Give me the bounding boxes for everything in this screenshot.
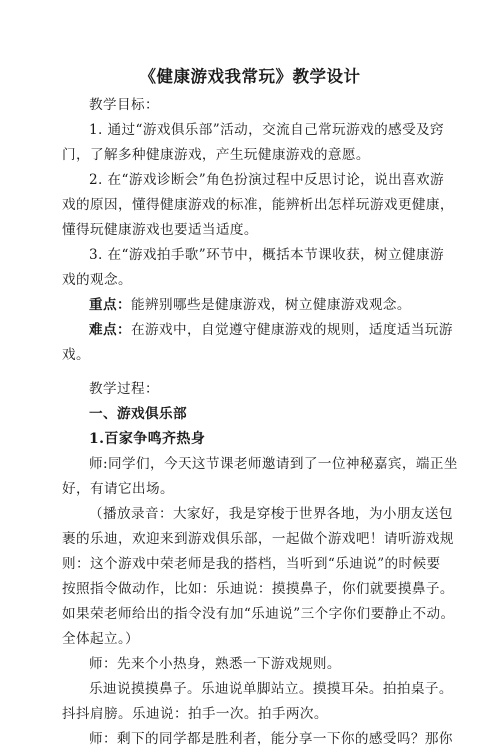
goal-2-line-1: 2. 在“游戏诊断会”角色扮演过程中反思讨论，说出喜欢游 <box>89 172 445 188</box>
goals-heading: 教学目标： <box>89 97 159 113</box>
paragraph-2-line-4: 按照指令做动作，比如：乐迪说：摸摸鼻子，你们就要摸鼻子。 <box>62 581 454 597</box>
paragraph-2-line-2: 裹的乐迪，欢迎来到游戏俱乐部，一起做个游戏吧！请听游戏规 <box>62 531 454 547</box>
document-title: 《健康游戏我常玩》教学设计 <box>139 67 361 86</box>
key-point-label: 重点： <box>89 297 131 313</box>
key-point-text: 能辨别哪些是健康游戏，树立健康游戏观念。 <box>130 297 411 313</box>
goal-1-line-2: 门，了解多种健康游戏，产生玩健康游戏的意愿。 <box>62 147 370 163</box>
subsection-heading: 1.百家争鸣齐热身 <box>89 431 206 447</box>
goal-1-line-1: 1. 通过“游戏俱乐部”活动，交流自己常玩游戏的感受及窍 <box>89 122 445 138</box>
section-heading: 一、游戏俱乐部 <box>89 406 187 422</box>
difficulty-text: 在游戏中，自觉遵守健康游戏的规则，适度适当玩游 <box>130 322 453 338</box>
key-point <box>62 293 447 318</box>
paragraph-5: 师：剩下的同学都是胜利者，能分享一下你的感受吗？那你 <box>89 731 453 747</box>
paragraph-1-line-2: 好，有请它出场。 <box>62 481 174 497</box>
paragraph-4-line-1: 乐迪说摸摸鼻子。乐迪说单脚站立。摸摸耳朵。拍拍桌子。 <box>89 681 453 697</box>
paragraph-2-line-1: （播放录音：大家好，我是穿梭于世界各地，为小朋友送包 <box>89 506 453 522</box>
paragraph-2-line-6: 全体起立。） <box>62 631 140 647</box>
goal-3-line-2: 戏的观念。 <box>62 272 132 288</box>
goal-3-line-1: 3. 在“游戏拍手歌”环节中，概括本节课收获，树立健康游 <box>89 247 445 263</box>
paragraph-2-line-5: 如果荣老师给出的指令没有加“乐迪说”三个字你们要静止不动。 <box>62 606 455 622</box>
difficulty <box>62 318 453 343</box>
paragraph-4-line-2: 抖抖肩膀。乐迪说：拍手一次。拍手两次。 <box>62 706 328 722</box>
paragraph-1-line-1: 师:同学们，今天这节课老师邀请到了一位神秘嘉宾，端正坐 <box>89 456 458 472</box>
goal-2-line-3: 懂得玩健康游戏也要适当适度。 <box>62 222 258 238</box>
paragraph-2-line-3: 则：这个游戏中荣老师是我的搭档，当听到“乐迪说”的时候要 <box>62 556 441 572</box>
document-body <box>62 93 458 752</box>
goal-2-line-2: 戏的原因，懂得健康游戏的标准，能辨析出怎样玩游戏更健康， <box>62 197 454 213</box>
process-heading: 教学过程： <box>89 381 159 397</box>
difficulty-label: 难点： <box>89 322 131 338</box>
difficulty-continuation: 戏。 <box>62 347 90 363</box>
paragraph-3: 师：先来个小热身，熟悉一下游戏规则。 <box>89 656 341 672</box>
